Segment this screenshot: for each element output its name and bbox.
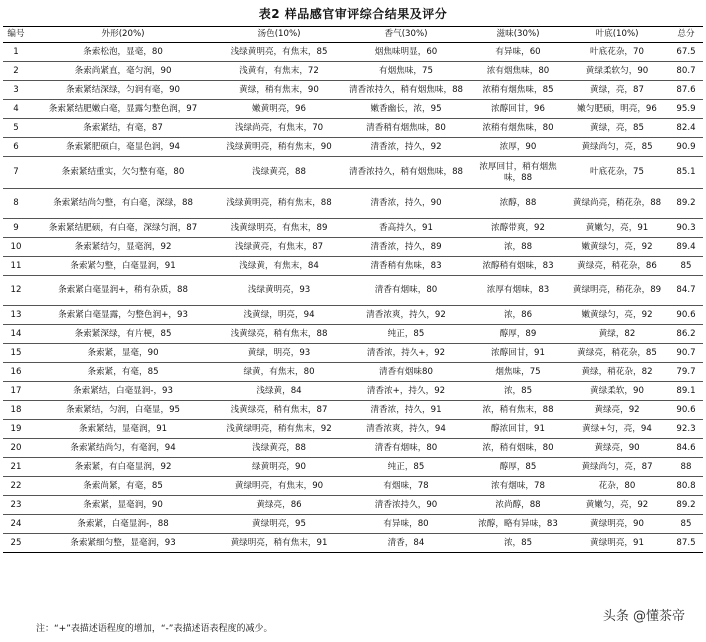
table-row [3, 515, 703, 534]
cell-leaf: 叶底花杂，70 [565, 43, 669, 62]
table-row [3, 219, 703, 238]
cell-leaf: 黄绿亮，稍花杂，85 [565, 344, 669, 363]
table-row [3, 189, 703, 219]
table-row [3, 119, 703, 138]
cell-leaf: 叶底花杂，75 [565, 157, 669, 189]
table-row [3, 420, 703, 439]
cell-no: 22 [3, 477, 29, 496]
cell-soup: 黄绿，稍有焦末，90 [217, 81, 341, 100]
cell-taste: 浓厚回甘，稍有烟焦味，88 [471, 157, 565, 189]
cell-aroma: 清香有烟味80 [341, 363, 471, 382]
cell-shape: 条索紧结肥嫩白毫，显露匀整色润，97 [29, 100, 217, 119]
cell-leaf: 黄绿明亮，稍花杂，89 [565, 276, 669, 306]
cell-taste: 浓，88 [471, 238, 565, 257]
cell-no: 8 [3, 189, 29, 219]
cell-shape: 条索尚紧直，毫匀润，90 [29, 62, 217, 81]
cell-soup: 黄绿明亮，有焦末，90 [217, 477, 341, 496]
cell-shape: 条索紧，有毫，85 [29, 363, 217, 382]
cell-total: 85 [669, 515, 703, 534]
cell-shape: 条索紧白毫显露，匀整色润+，93 [29, 306, 217, 325]
cell-soup: 绿黄明亮，90 [217, 458, 341, 477]
cell-total: 82.4 [669, 119, 703, 138]
cell-leaf: 黄绿亮，90 [565, 439, 669, 458]
cell-total: 89.4 [669, 238, 703, 257]
cell-no: 18 [3, 401, 29, 420]
cell-aroma: 有异味，80 [341, 515, 471, 534]
cell-no: 17 [3, 382, 29, 401]
cell-aroma: 清香浓，持久，90 [341, 189, 471, 219]
table-row [3, 458, 703, 477]
table-row [3, 306, 703, 325]
table-row [3, 276, 703, 306]
table-row [3, 363, 703, 382]
cell-no: 21 [3, 458, 29, 477]
cell-leaf: 嫩匀肥硕，明亮，96 [565, 100, 669, 119]
header-taste: 滋味(30%) [471, 27, 565, 43]
cell-leaf: 黄绿柔软匀，90 [565, 62, 669, 81]
cell-aroma: 清香浓持久，90 [341, 496, 471, 515]
cell-leaf: 黄绿明亮，90 [565, 515, 669, 534]
table-row [3, 344, 703, 363]
cell-leaf: 黄绿，稍花杂，82 [565, 363, 669, 382]
cell-shape: 条索松泡，显毫，80 [29, 43, 217, 62]
cell-leaf: 黄绿尚匀，亮，87 [565, 458, 669, 477]
cell-taste: 浓厚，90 [471, 138, 565, 157]
cell-no: 2 [3, 62, 29, 81]
cell-no: 13 [3, 306, 29, 325]
cell-shape: 条索紧结，匀润，白毫显，95 [29, 401, 217, 420]
cell-aroma: 清香浓，持久，91 [341, 401, 471, 420]
cell-total: 89.2 [669, 189, 703, 219]
cell-total: 87.6 [669, 81, 703, 100]
cell-aroma: 纯正，85 [341, 325, 471, 344]
cell-total: 90.7 [669, 344, 703, 363]
cell-total: 86.2 [669, 325, 703, 344]
cell-soup: 浅绿黄，84 [217, 382, 341, 401]
cell-no: 23 [3, 496, 29, 515]
table-row [3, 62, 703, 81]
cell-taste: 浓醇稍有烟味，83 [471, 257, 565, 276]
cell-soup: 浅绿黄亮，88 [217, 439, 341, 458]
cell-no: 14 [3, 325, 29, 344]
table-row [3, 325, 703, 344]
cell-shape: 条索紧白毫显润+，稍有杂质，88 [29, 276, 217, 306]
cell-total: 90.6 [669, 401, 703, 420]
cell-taste: 浓有烟味，78 [471, 477, 565, 496]
cell-total: 85 [669, 257, 703, 276]
cell-no: 3 [3, 81, 29, 100]
header-total: 总分 [669, 27, 703, 43]
cell-total: 95.9 [669, 100, 703, 119]
cell-taste: 醇厚，85 [471, 458, 565, 477]
cell-leaf: 黄绿，亮，87 [565, 81, 669, 100]
cell-soup: 嫩黄明亮，96 [217, 100, 341, 119]
cell-taste: 浓有烟焦味，80 [471, 62, 565, 81]
cell-no: 25 [3, 534, 29, 553]
cell-leaf: 黄绿+匀，亮，94 [565, 420, 669, 439]
cell-aroma: 清香有烟味，80 [341, 439, 471, 458]
cell-leaf: 嫩黄绿匀，亮，92 [565, 306, 669, 325]
cell-shape: 条索紧结，显毫润，91 [29, 420, 217, 439]
cell-aroma: 清香浓持久，稍有烟焦味，88 [341, 157, 471, 189]
header-leaf: 叶底(10%) [565, 27, 669, 43]
cell-shape: 条索紧结深绿，匀润有毫，90 [29, 81, 217, 100]
cell-no: 4 [3, 100, 29, 119]
footnote: 注：“+”表描述语程度的增加，“-”表描述语表程度的减少。 [36, 624, 273, 634]
cell-total: 88 [669, 458, 703, 477]
cell-soup: 浅绿黄明亮，93 [217, 276, 341, 306]
cell-soup: 浅黄绿亮，稍有焦末，88 [217, 325, 341, 344]
table-row [3, 401, 703, 420]
cell-leaf: 黄绿亮，稍花杂，86 [565, 257, 669, 276]
cell-shape: 条索紧结，有毫，87 [29, 119, 217, 138]
table-row [3, 534, 703, 553]
cell-leaf: 黄绿柔软，90 [565, 382, 669, 401]
cell-total: 85.1 [669, 157, 703, 189]
cell-taste: 浓，85 [471, 534, 565, 553]
cell-soup: 浅绿尚亮，有焦末，70 [217, 119, 341, 138]
cell-aroma: 清香浓，持久，89 [341, 238, 471, 257]
cell-total: 79.7 [669, 363, 703, 382]
cell-leaf: 黄绿亮，92 [565, 401, 669, 420]
cell-aroma: 有烟焦味，75 [341, 62, 471, 81]
cell-soup: 浅绿黄，有焦末，84 [217, 257, 341, 276]
cell-shape: 条索紧，有白毫显润，92 [29, 458, 217, 477]
header-shape: 外形(20%) [29, 27, 217, 43]
cell-total: 90.3 [669, 219, 703, 238]
cell-taste: 浓厚有烟味，83 [471, 276, 565, 306]
cell-soup: 黄绿，明亮，93 [217, 344, 341, 363]
cell-soup: 浅绿黄明亮，稍有焦末，90 [217, 138, 341, 157]
cell-shape: 条索紧结尚匀，有毫润，94 [29, 439, 217, 458]
cell-shape: 条索紧结，白毫显润-，93 [29, 382, 217, 401]
cell-taste: 浓醇带爽，92 [471, 219, 565, 238]
cell-taste: 浓，稍有烟味，80 [471, 439, 565, 458]
cell-leaf: 黄绿，亮，85 [565, 119, 669, 138]
cell-shape: 条索紧深绿，有片梗，85 [29, 325, 217, 344]
cell-no: 1 [3, 43, 29, 62]
table-row [3, 81, 703, 100]
cell-taste: 浓，86 [471, 306, 565, 325]
cell-taste: 醇浓回甘，91 [471, 420, 565, 439]
cell-no: 7 [3, 157, 29, 189]
cell-aroma: 清香浓，持久，92 [341, 138, 471, 157]
table-title: 表2 样品感官审评综合结果及评分 [258, 7, 448, 21]
cell-leaf: 黄绿尚亮，稍花杂，88 [565, 189, 669, 219]
cell-total: 84.7 [669, 276, 703, 306]
cell-taste: 浓尚醇，88 [471, 496, 565, 515]
table-body [3, 43, 703, 553]
cell-soup: 浅绿黄明亮，稍有焦末，88 [217, 189, 341, 219]
cell-soup: 黄绿明亮，95 [217, 515, 341, 534]
cell-soup: 浅绿黄亮，有焦末，87 [217, 238, 341, 257]
cell-no: 19 [3, 420, 29, 439]
cell-aroma: 嫩香幽长，浓，95 [341, 100, 471, 119]
cell-taste: 浓醇回甘，96 [471, 100, 565, 119]
cell-aroma: 烟焦味明显，60 [341, 43, 471, 62]
table-row [3, 439, 703, 458]
cell-soup: 浅黄绿亮，稍有焦末，87 [217, 401, 341, 420]
cell-no: 11 [3, 257, 29, 276]
cell-total: 80.7 [669, 62, 703, 81]
cell-shape: 条索紧，显毫润，90 [29, 496, 217, 515]
cell-aroma: 清香稍有烟焦味，80 [341, 119, 471, 138]
cell-taste: 浓，85 [471, 382, 565, 401]
cell-shape: 条索紧细匀整，显毫润，93 [29, 534, 217, 553]
cell-soup: 黄绿明亮，稍有焦末，91 [217, 534, 341, 553]
cell-shape: 条索紧，白毫显润-，88 [29, 515, 217, 534]
cell-aroma: 清香浓+，持久，92 [341, 382, 471, 401]
cell-total: 67.5 [669, 43, 703, 62]
cell-no: 5 [3, 119, 29, 138]
cell-taste: 浓醇，略有异味，83 [471, 515, 565, 534]
cell-leaf: 黄嫩匀，亮，91 [565, 219, 669, 238]
header-no: 编号 [3, 27, 29, 43]
cell-total: 80.8 [669, 477, 703, 496]
cell-aroma: 清香浓持久，稍有烟焦味，88 [341, 81, 471, 100]
cell-leaf: 黄绿，82 [565, 325, 669, 344]
cell-aroma: 清香浓爽，持久，92 [341, 306, 471, 325]
cell-leaf: 嫩黄绿匀，亮，92 [565, 238, 669, 257]
cell-aroma: 清香浓爽，持久，94 [341, 420, 471, 439]
cell-no: 6 [3, 138, 29, 157]
cell-soup: 黄绿亮，86 [217, 496, 341, 515]
table-row [3, 257, 703, 276]
cell-soup: 浅绿黄明亮，有焦末，85 [217, 43, 341, 62]
cell-total: 87.5 [669, 534, 703, 553]
cell-shape: 条索紧，显毫，90 [29, 344, 217, 363]
cell-leaf: 黄嫩匀，亮，92 [565, 496, 669, 515]
cell-aroma: 清香浓，持久+，92 [341, 344, 471, 363]
cell-leaf: 花杂，80 [565, 477, 669, 496]
cell-taste: 浓醇，88 [471, 189, 565, 219]
cell-no: 10 [3, 238, 29, 257]
cell-taste: 浓醇回甘，91 [471, 344, 565, 363]
cell-shape: 条索紧结重实，欠匀整有毫，80 [29, 157, 217, 189]
table-row [3, 238, 703, 257]
cell-total: 90.6 [669, 306, 703, 325]
table-row [3, 43, 703, 62]
watermark: 头条 @懂茶帝 [600, 604, 688, 625]
cell-shape: 条索尚紧，有毫，85 [29, 477, 217, 496]
header-row [3, 27, 703, 43]
cell-taste: 烟焦味，75 [471, 363, 565, 382]
cell-taste: 浓稍有烟焦味，85 [471, 81, 565, 100]
cell-soup: 浅绿黄亮，88 [217, 157, 341, 189]
cell-taste: 醇厚，89 [471, 325, 565, 344]
table-row [3, 382, 703, 401]
cell-no: 15 [3, 344, 29, 363]
cell-no: 16 [3, 363, 29, 382]
cell-aroma: 纯正，85 [341, 458, 471, 477]
header-aroma: 香气(30%) [341, 27, 471, 43]
cell-taste: 浓稍有烟焦味，80 [471, 119, 565, 138]
cell-shape: 条索紧结匀，显毫润，92 [29, 238, 217, 257]
cell-aroma: 香高持久，91 [341, 219, 471, 238]
table-row [3, 477, 703, 496]
cell-no: 12 [3, 276, 29, 306]
cell-aroma: 清香稍有焦味，83 [341, 257, 471, 276]
cell-aroma: 有烟味，78 [341, 477, 471, 496]
cell-leaf: 黄绿明亮，91 [565, 534, 669, 553]
table-row [3, 157, 703, 189]
table-row [3, 496, 703, 515]
results-table [3, 26, 703, 553]
cell-total: 90.9 [669, 138, 703, 157]
cell-total: 84.6 [669, 439, 703, 458]
cell-no: 9 [3, 219, 29, 238]
cell-taste: 浓，稍有焦末，88 [471, 401, 565, 420]
header-soup: 汤色(10%) [217, 27, 341, 43]
cell-shape: 条索紧结尚匀整，有白毫，深绿，88 [29, 189, 217, 219]
cell-aroma: 清香，84 [341, 534, 471, 553]
cell-soup: 绿黄，有焦末，80 [217, 363, 341, 382]
cell-soup: 浅黄绿，明亮，94 [217, 306, 341, 325]
cell-total: 89.2 [669, 496, 703, 515]
cell-no: 24 [3, 515, 29, 534]
cell-leaf: 黄绿尚匀，亮，85 [565, 138, 669, 157]
cell-shape: 条索紧匀整，白毫显润，91 [29, 257, 217, 276]
cell-taste: 有异味，60 [471, 43, 565, 62]
cell-aroma: 清香有烟味，80 [341, 276, 471, 306]
cell-soup: 浅黄有，有焦末，72 [217, 62, 341, 81]
cell-total: 92.3 [669, 420, 703, 439]
cell-soup: 浅黄绿明亮，稍有焦末，92 [217, 420, 341, 439]
cell-total: 89.1 [669, 382, 703, 401]
cell-no: 20 [3, 439, 29, 458]
cell-soup: 浅黄绿明亮，有焦末，89 [217, 219, 341, 238]
table-row [3, 100, 703, 119]
cell-shape: 条索紧结肥硕，有白毫，深绿匀润，87 [29, 219, 217, 238]
table-row [3, 138, 703, 157]
cell-shape: 条索紧肥硕白，毫显色润，94 [29, 138, 217, 157]
